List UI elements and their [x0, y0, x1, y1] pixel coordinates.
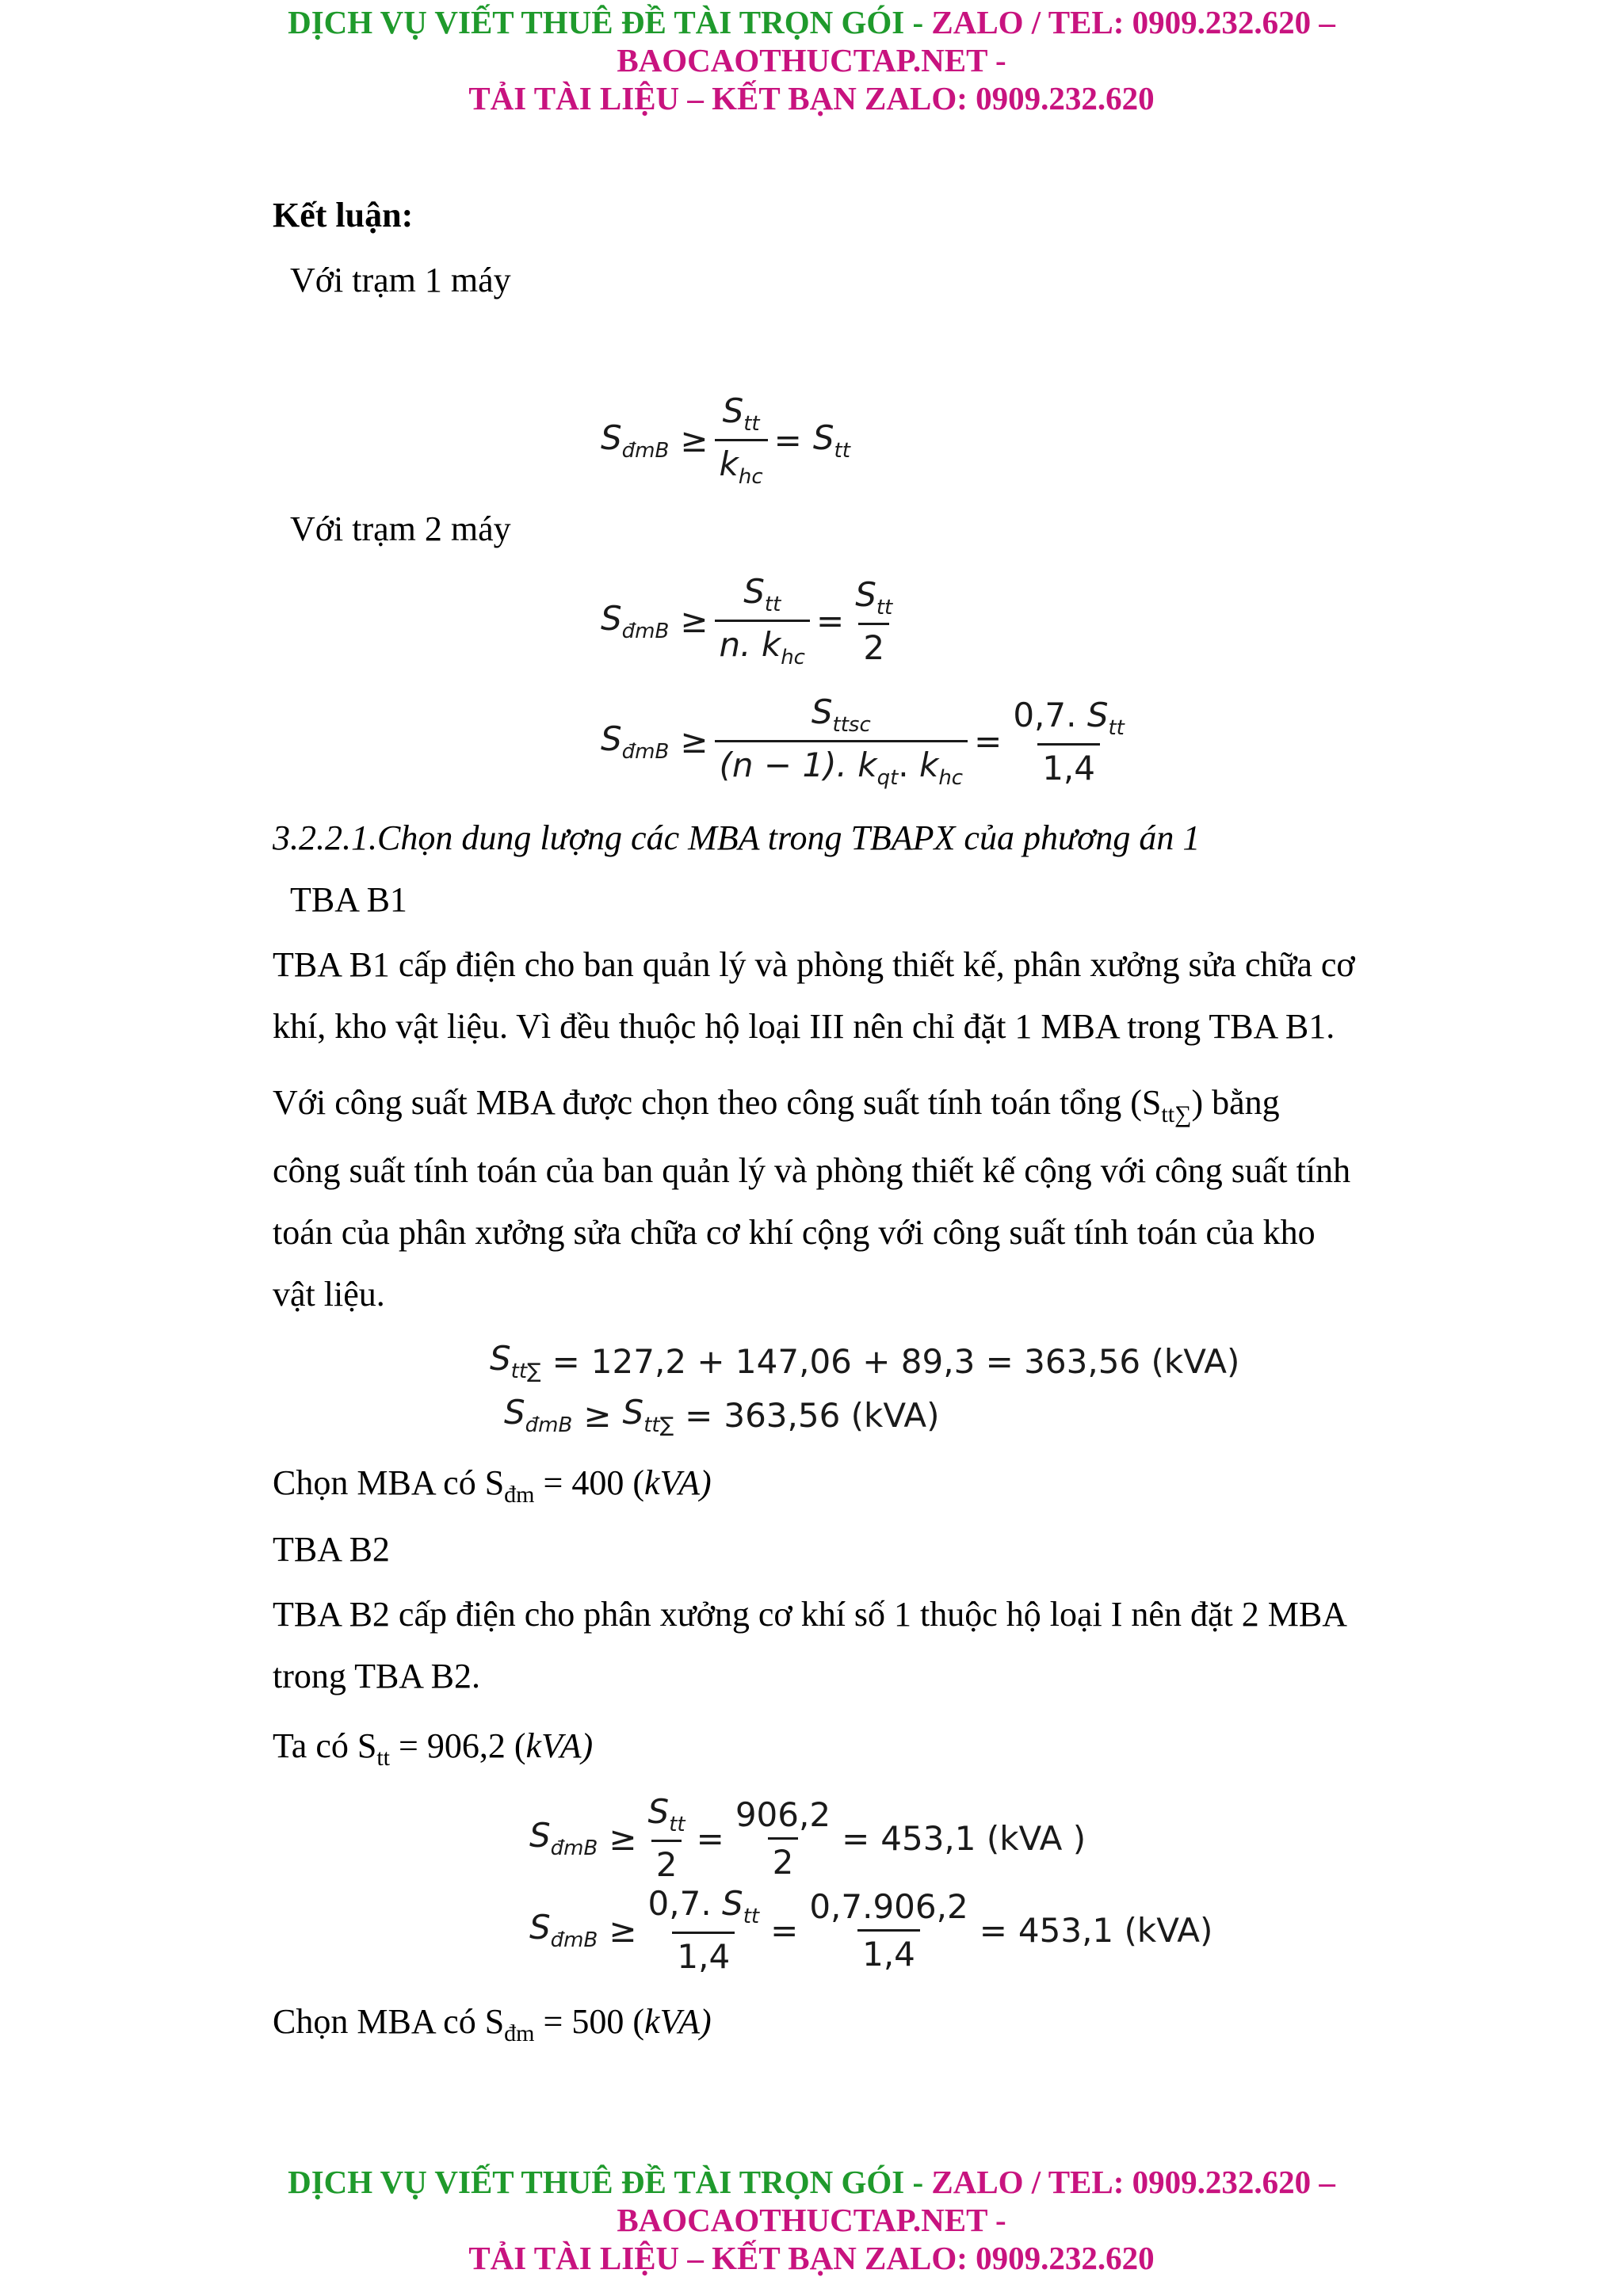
b1-para-line-5: toán của phân xưởng sửa chữa cơ khí cộng với công suất tính toán của kho	[273, 1213, 1316, 1252]
formula-b2-fault: $S_{đmB}$ ≥ $\frac{0,7. S_{tt}}{1,4}$ = $\frac{0,7.906,2}{1,4}$ = 453,1 (kVA)	[529, 1884, 1213, 1976]
formula-one-machine: $S_{đmB}$ ≥ $\frac{S_{tt}}{k_{hc}}$ = $S_{tt}$	[601, 391, 850, 489]
formula-b2-normal: $S_{đmB}$ ≥ $\frac{S_{tt}}{2}$ = $\frac{906,2}{2}$ = 453,1 (kVA )	[529, 1792, 1086, 1884]
footer-line-1: DỊCH VỤ VIẾT THUÊ ĐỀ TÀI TRỌN GÓI - ZALO / TEL: 0909.232.620 –	[288, 2164, 1335, 2200]
section-heading: 3.2.2.1.Chọn dung lượng các MBA trong TBAPX của phương án 1	[273, 818, 1201, 857]
footer-line-2: BAOCAOTHUCTAP.NET -	[617, 2202, 1006, 2238]
b2-para-line-2: trong TBA B2.	[273, 1657, 481, 1695]
formula-b1-rating: $S_{đmB}$ ≥ $S_{tt\sum}$ = 363,56 (kVA)	[504, 1393, 940, 1437]
page-footer	[0, 2163, 1623, 2277]
b1-para-line-4: công suất tính toán của ban quản lý và phòng thiết kế cộng với công suất tính	[273, 1151, 1351, 1190]
b1-choice: Chọn MBA có $S_{đm} = 400$ (kVA)	[273, 1463, 712, 1508]
two-machines-label: Với trạm 2 máy	[290, 509, 511, 548]
formula-two-machines-fault: $S_{đmB}$ ≥ $\frac{S_{ttsc}}{(n - 1). k_{qt}. k_{hc}}$ = $\frac{0,7. S_{tt}}{1,4}$	[601, 692, 1125, 790]
b2-para-line-1: TBA B2 cấp điện cho phân xưởng cơ khí số 1 thuộc hộ loại I nên đặt 2 MBA	[273, 1595, 1347, 1634]
header-line-1: DỊCH VỤ VIẾT THUÊ ĐỀ TÀI TRỌN GÓI - ZALO / TEL: 0909.232.620 –	[288, 4, 1335, 40]
b1-para-line-6: vật liệu.	[273, 1275, 385, 1314]
b1-para-line-1: TBA B1 cấp điện cho ban quản lý và phòng thiết kế, phân xưởng sửa chữa cơ	[273, 945, 1355, 984]
b2-given: Ta có $S_{tt} = 906,2$ (kVA)	[273, 1726, 594, 1771]
b1-para-line-2: khí, kho vật liệu. Vì đều thuộc hộ loại III nên chỉ đặt 1 MBA trong TBA B1.	[273, 1007, 1335, 1046]
header-line-3: TẢI TÀI LIỆU – KẾT BẠN ZALO: 0909.232.620	[468, 80, 1155, 116]
formula-two-machines-normal: $S_{đmB}$ ≥ $\frac{S_{tt}}{n. k_{hc}}$ = $\frac{S_{tt}}{2}$	[601, 572, 893, 669]
formula-b1-sum: $S_{tt\sum}$ = 127,2 + 147,06 + 89,3 = 363,56 (kVA)	[490, 1339, 1240, 1383]
one-machine-label: Với trạm 1 máy	[290, 261, 511, 299]
b1-title: TBA B1	[290, 880, 407, 919]
footer-line-3: TẢI TÀI LIỆU – KẾT BẠN ZALO: 0909.232.620	[468, 2240, 1155, 2276]
b1-para-line-3: Với công suất MBA được chọn theo công suất tính toán tổng $(S_{tt\sum})$ bằng	[273, 1083, 1280, 1127]
header-line-2: BAOCAOTHUCTAP.NET -	[617, 42, 1006, 78]
b2-choice: Chọn MBA có $S_{đm} = 500$ (kVA)	[273, 2002, 712, 2046]
page-header	[0, 3, 1623, 117]
b2-title: TBA B2	[273, 1530, 390, 1569]
conclusion-title: Kết luận:	[273, 196, 414, 235]
